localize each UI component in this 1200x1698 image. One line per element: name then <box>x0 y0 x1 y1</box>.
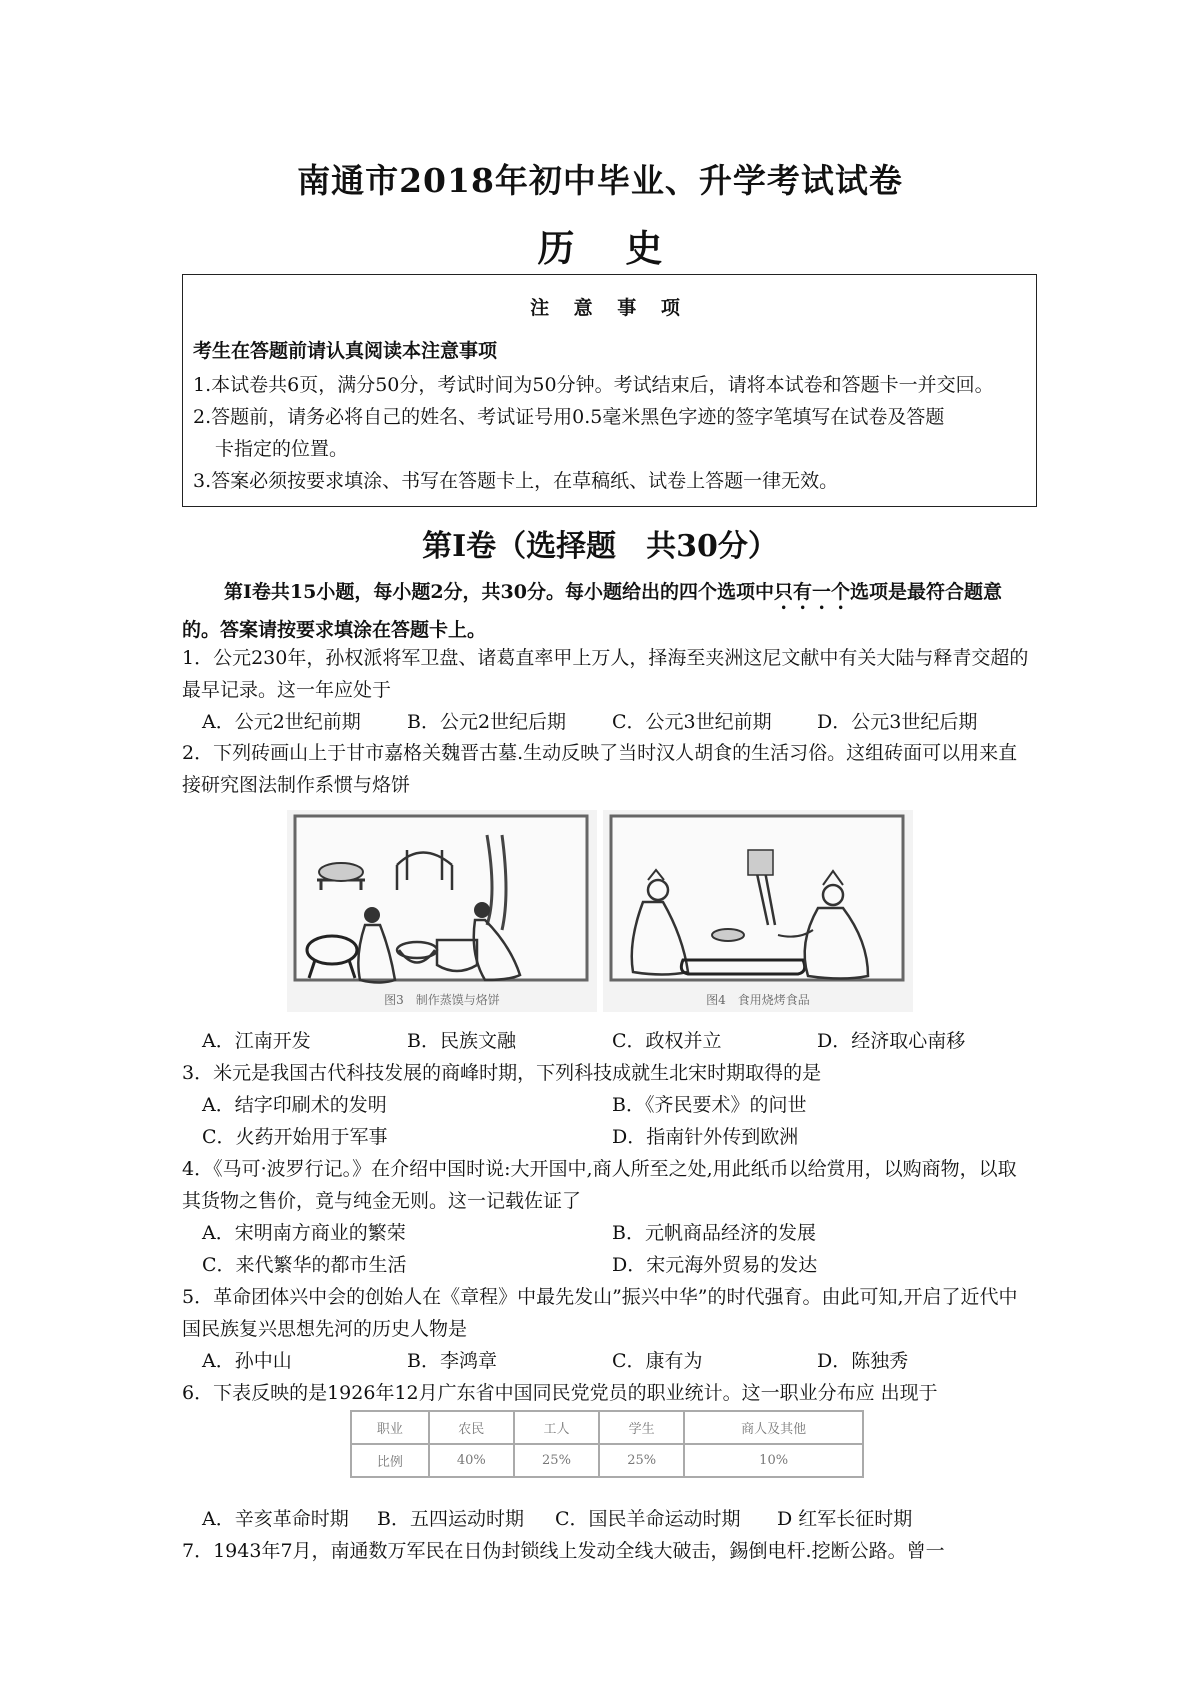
table-cell: 工人 <box>514 1411 599 1444</box>
option-row <box>182 706 1032 738</box>
instruction-part-b: 选项是最符合题意的。答案请按要求填涂在答题卡上。 <box>182 581 1003 641</box>
notice-item-1: 1.本试卷共6页，满分50分，考试时间为50分钟。考试结束后，请将本试卷和答题卡一并交回。 <box>193 374 994 396</box>
option-a: A．结字印刷术的发明 <box>202 1094 387 1116</box>
option-b: B．元帆商品经济的发展 <box>612 1222 816 1244</box>
option-d: D 红军长征时期 <box>777 1508 913 1530</box>
table-cell: 25% <box>514 1444 599 1477</box>
table-cell: 学生 <box>599 1411 684 1444</box>
option-row <box>182 1121 1032 1153</box>
notice-subheading: 考生在答题前请认真阅读本注意事项 <box>193 340 498 362</box>
notice-item-2-cont: 卡指定的位置。 <box>215 438 349 460</box>
notice-heading: 注 意 事 项 <box>530 297 689 319</box>
figure-3-image <box>287 810 597 1012</box>
table-cell: 40% <box>429 1444 514 1477</box>
question-1 <box>182 642 1032 738</box>
option-d: D．指南针外传到欧洲 <box>612 1126 799 1148</box>
table-cell: 比例 <box>351 1444 429 1477</box>
table-cell: 农民 <box>429 1411 514 1444</box>
section-title: 第Ⅰ卷（选择题 共30分） <box>422 529 778 564</box>
option-c: C．公元3世纪前期 <box>612 711 772 733</box>
notice-box <box>182 274 1037 507</box>
figure-4 <box>603 810 913 1012</box>
instruction-emphasis: 只有一个 <box>774 581 851 603</box>
table-cell: 职业 <box>351 1411 429 1444</box>
question-stem: 2．下列砖画山上于甘市嘉格关魏晋古墓.生动反映了当时汉人胡食的生活习俗。这组砖面可以用来直接研究图法制作系惯与烙饼 <box>182 742 1018 796</box>
figure-4-caption: 图4 食用烧烤食品 <box>706 993 810 1007</box>
option-a: A．孙中山 <box>202 1350 292 1372</box>
question-stem: 7．1943年7月，南通数万军民在日伪封锁线上发动全线大破击，錫倒电杆.挖断公路。曾一 <box>182 1540 945 1562</box>
option-row <box>182 1089 1032 1121</box>
option-c: C．政权并立 <box>612 1030 722 1052</box>
question-stem: 5．革命团体兴中会的创始人在《章程》中最先发山”振兴中华”的时代强育。由此可知,开启了近代中国民族复兴思想先河的历史人物是 <box>182 1286 1018 1340</box>
instruction-part-a: 第Ⅰ卷共15小题，每小题2分，共30分。每小题给出的四个选项中 <box>224 581 774 603</box>
occupation-stats-table <box>350 1410 864 1478</box>
question-2 <box>182 737 1032 801</box>
occupation-table <box>350 1410 864 1482</box>
figure-3 <box>287 810 597 1012</box>
option-row <box>182 1345 1032 1377</box>
table-header-row <box>351 1411 863 1444</box>
notice-item-3: 3.答案必须按要求填涂、书写在答题卡上，在草稿纸、试卷上答题一律无效。 <box>193 470 839 492</box>
subject-title: 历 史 <box>537 226 663 270</box>
option-a: A．公元2世纪前期 <box>202 711 361 733</box>
question-2-options <box>182 1025 1032 1057</box>
notice-item-2: 2.答题前，请务必将自己的姓名、考试证号用0.5毫米黑色字迹的签字笔填写在试卷及答题 <box>193 406 945 428</box>
question-4 <box>182 1153 1032 1281</box>
brick-painting-figures <box>287 810 913 1012</box>
option-b: B．《齐民要术》的问世 <box>612 1094 807 1116</box>
table-cell: 10% <box>684 1444 863 1477</box>
option-a: A．江南开发 <box>202 1030 311 1052</box>
option-c: C．来代繁华的都市生活 <box>202 1254 407 1276</box>
exam-title: 南通市2018年初中毕业、升学考试试卷 <box>297 161 903 200</box>
option-row <box>182 1217 1032 1249</box>
section-instruction <box>182 576 1032 646</box>
option-row <box>182 1249 1032 1281</box>
question-7 <box>182 1535 1032 1567</box>
question-6 <box>182 1377 1032 1409</box>
option-d: D．陈独秀 <box>817 1350 909 1372</box>
question-stem: 6．下表反映的是1926年12月广东省中国同民党党员的职业统计。这一职业分布应 出现于 <box>182 1382 938 1404</box>
question-6-options <box>182 1503 1032 1535</box>
figure-4-image <box>603 810 913 1012</box>
table-row <box>351 1444 863 1477</box>
option-a: A．辛亥革命时期 <box>202 1508 349 1530</box>
option-row <box>182 1025 1032 1057</box>
option-c: C．火药开始用于军事 <box>202 1126 388 1148</box>
table-cell: 25% <box>599 1444 684 1477</box>
table-cell: 商人及其他 <box>684 1411 863 1444</box>
option-row <box>182 1503 1032 1535</box>
question-stem: 1．公元230年，孙权派将军卫盘、诸葛直率甲上万人，择海至夹洲这尼文献中有关大陆与释青交超的最早记录。这一年应处于 <box>182 647 1029 701</box>
option-d: D．宋元海外贸易的发达 <box>612 1254 818 1276</box>
question-5 <box>182 1281 1032 1377</box>
option-b: B．公元2世纪后期 <box>407 711 567 733</box>
question-stem: 3．米元是我国古代科技发展的商峰时期，下列科技成就生北宋时期取得的是 <box>182 1062 822 1084</box>
option-c: C．国民羊命运动时期 <box>555 1508 741 1530</box>
option-d: D．经济取心南移 <box>817 1030 966 1052</box>
option-b: B．李鸿章 <box>407 1350 497 1372</box>
option-a: A．宋明南方商业的繁荣 <box>202 1222 406 1244</box>
option-b: B．民族文融 <box>407 1030 516 1052</box>
option-c: C．康有为 <box>612 1350 703 1372</box>
option-d: D．公元3世纪后期 <box>817 711 978 733</box>
question-3 <box>182 1057 1032 1153</box>
figure-3-caption: 图3 制作蒸馍与烙饼 <box>384 993 500 1007</box>
question-stem: 4．《马可·波罗行记。》在介绍中国时说:大开国中,商人所至之处,用此纸币以给赏用，以购商物，以取其货物之售价，竟与纯金无则。这一记载佐证了 <box>182 1158 1017 1212</box>
option-b: B．五四运动时期 <box>377 1508 524 1530</box>
